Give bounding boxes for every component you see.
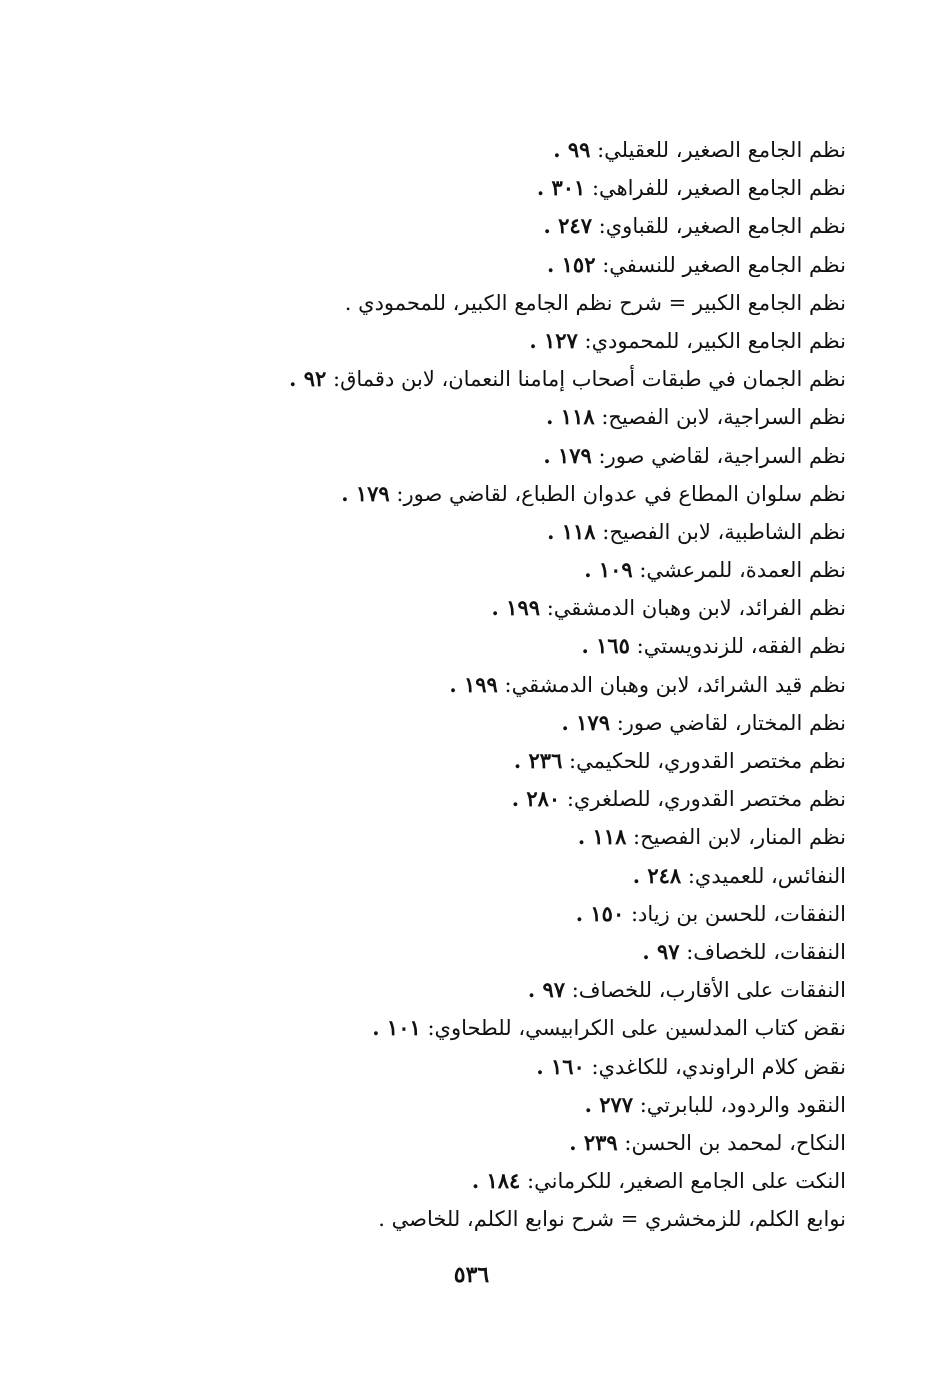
index-entry [146,933,846,971]
index-entry [146,1200,846,1238]
entry-page-ref: ١٦٥ . [581,633,630,659]
entry-page-ref: ٩٧ . [642,938,680,964]
entry-title: نظم الفقه، للزندويستي: [636,634,846,659]
entry-page-ref: ١١٨ . [577,824,627,850]
index-entry [146,513,846,551]
entry-page-ref: ٩٩ . [553,137,591,162]
entry-title: نظم الجامع الصغير، للقباوي: [598,214,846,239]
entry-page-ref: ٣٠١ . [536,175,586,201]
entry-page-ref: ٢٣٩ . [569,1129,618,1155]
entry-title: النفقات، للحسن بن زياد: [630,901,846,926]
entry-title: نقض كلام الراوندي، للكاغدي: [591,1054,846,1079]
index-entry [146,207,846,245]
page-number: ٥٣٦ [453,1262,490,1288]
entry-title: نظم الجامع الصغير، للفراهي: [591,176,846,201]
entry-title: نوابع الكلم، للزمخشري = شرح نوابع الكلم، للخاصي . [378,1207,846,1232]
index-entry [146,1009,846,1047]
index-entry [146,971,846,1009]
entry-page-ref: ١١٨ . [547,518,596,544]
entry-title: نظم مختصر القدوري، للحكيمي: [569,749,846,773]
index-entry [146,246,846,284]
entry-title: نظم الجامع الكبير = شرح نظم الجامع الكبير، للمحمودي . [344,290,846,315]
entry-title: نظم الجامع الكبير، للمحمودي: [584,328,846,353]
index-entry [146,131,846,169]
index-entry [146,857,846,895]
index-entry [146,895,846,933]
entry-page-ref: ١٧٩ . [341,480,390,506]
entry-page-ref: ١٩٩ . [491,595,541,621]
entry-page-ref: ١٧٩ . [543,442,592,468]
index-entry [146,627,846,665]
index-entry [146,589,846,627]
entry-title: نظم الشاطبية، لابن الفصيح: [602,519,846,544]
entry-title: نظم قيد الشرائد، لابن وهبان الدمشقي: [504,672,846,697]
entry-title: نظم سلوان المطاع في عدوان الطباع، لقاضي صور: [396,481,846,506]
entry-title: نظم مختصر القدوري، للصلغري: [566,787,846,812]
entry-title: نظم المختار، لقاضي صور: [616,710,846,735]
entry-title: النكت على الجامع الصغير، للكرماني: [527,1169,846,1194]
entry-page-ref: ١٠٩ . [584,557,633,583]
entry-title: نظم الفرائد، لابن وهبان الدمشقي: [546,596,846,621]
index-entry [146,284,846,322]
index-entry [146,169,846,207]
entry-title: النفقات، للخصاف: [686,939,846,964]
entry-title: النفقات على الأقارب، للخصاف: [571,978,846,1003]
entry-page-ref: ٩٧ . [527,977,566,1003]
entry-page-ref: ٢٣٦ . [513,748,563,773]
entry-page-ref: ١٦٠ . [536,1053,585,1079]
index-entry [146,1048,846,1086]
entry-title: نظم العمدة، للمرعشي: [639,558,846,583]
index-entry [146,437,846,475]
index-entry [146,475,846,513]
entry-title: نقض كتاب المدلسين على الكرابيسي، للطحاوي: [427,1016,846,1041]
index-entry [146,1086,846,1124]
entry-title: نظم الجامع الصغير للنسفي: [602,252,846,277]
index-entry [146,704,846,742]
entry-title: نظم السراجية، لابن الفصيح: [601,405,846,430]
entry-page-ref: ١٠١ . [372,1015,421,1041]
index-entry [146,818,846,856]
index-entry [146,780,846,818]
index-entry [146,398,846,436]
entry-title: نظم المنار، لابن الفصيح: [633,825,846,850]
entry-title: النقود والردود، للبابرتي: [639,1092,846,1117]
index-entry [146,322,846,360]
entry-page-ref: ٢٤٧ . [543,213,592,239]
entry-page-ref: ١١٨ . [546,404,595,430]
entry-title: نظم الجامع الصغير، للعقيلي: [597,138,846,162]
entry-page-ref: ٢٨٠ . [511,786,561,812]
entry-page-ref: ١٥٢ . [547,251,596,277]
index-entries-list [146,131,846,1238]
entry-page-ref: ٢٧٧ . [584,1091,634,1117]
entry-page-ref: ١٨٤ . [471,1168,521,1194]
entry-title: نظم السراجية، لقاضي صور: [598,443,846,468]
entry-title: النكاح، لمحمد بن الحسن: [624,1130,846,1155]
index-entry [146,742,846,780]
index-entry [146,1124,846,1162]
index-entry [146,551,846,589]
index-entry [146,360,846,398]
entry-page-ref: ٩٢ . [289,366,327,392]
entry-page-ref: ١٩٩ . [449,671,498,697]
index-entry [146,666,846,704]
entry-page-ref: ١٢٧ . [529,327,578,353]
entry-page-ref: ١٥٠ . [575,900,625,926]
entry-title: النفائس، للعميدي: [687,863,846,888]
index-entry [146,1162,846,1200]
entry-page-ref: ١٧٩ . [561,709,610,735]
entry-title: نظم الجمان في طبقات أصحاب إمامنا النعمان، لابن دقماق: [333,367,846,392]
entry-page-ref: ٢٤٨ . [632,862,682,888]
